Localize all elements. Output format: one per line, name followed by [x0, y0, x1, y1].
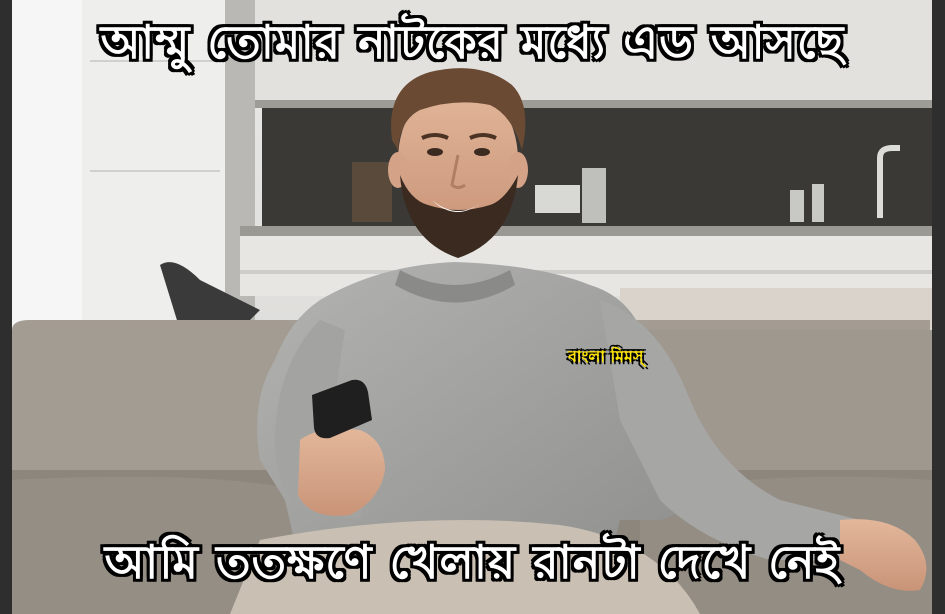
- watermark-label: বাংলা মিমস্: [568, 347, 644, 366]
- top-caption: আম্মু তোমার নাটকের মধ্যে এড আসছে: [100, 15, 845, 69]
- bottom-caption: আমি ততক্ষণে খেলায় রানটা দেখে নেই: [104, 535, 841, 589]
